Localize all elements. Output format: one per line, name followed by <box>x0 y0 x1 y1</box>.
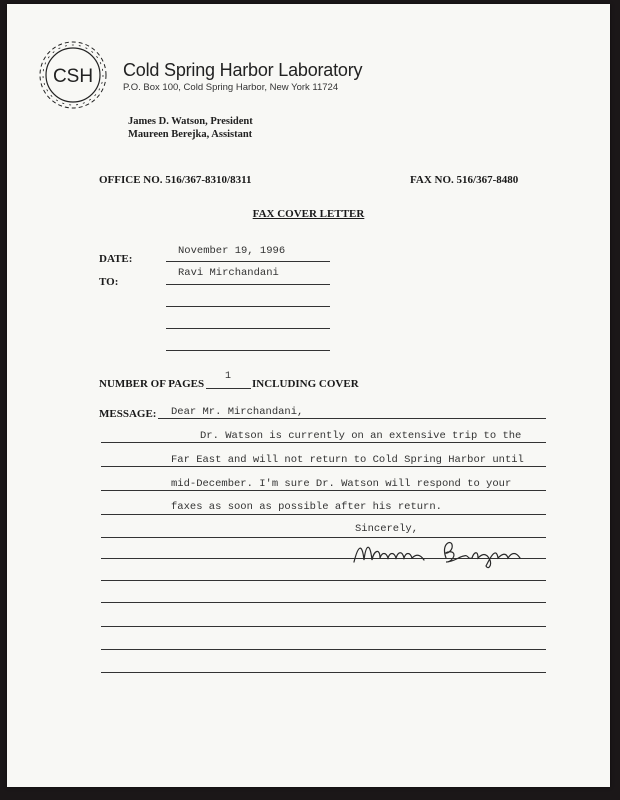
fax-number: FAX NO. 516/367-8480 <box>410 174 519 186</box>
message-rule <box>101 466 546 467</box>
message-rule <box>101 602 546 603</box>
to-value: Ravi Mirchandani <box>178 267 279 279</box>
message-rule <box>101 490 546 491</box>
to-line <box>166 284 330 285</box>
pages-line <box>206 388 251 389</box>
csh-logo <box>35 37 111 113</box>
message-label: MESSAGE: <box>99 408 157 420</box>
logo-text: CSH <box>52 66 94 87</box>
message-salutation: Dear Mr. Mirchandani, <box>171 406 304 418</box>
organization-name: Cold Spring Harbor Laboratory <box>123 60 363 80</box>
message-line-2: Far East and will not return to Cold Spring Harbor until <box>171 454 524 466</box>
pages-label: NUMBER OF PAGES <box>99 378 205 390</box>
to-label: TO: <box>99 276 119 288</box>
message-rule <box>158 418 546 419</box>
office-number: OFFICE NO. 516/367-8310/8311 <box>99 174 252 186</box>
pages-value: 1 <box>225 371 232 382</box>
date-line <box>166 261 330 262</box>
organization-address: P.O. Box 100, Cold Spring Harbor, New York 11724 <box>123 82 339 93</box>
message-rule <box>101 514 546 515</box>
date-label: DATE: <box>99 253 133 265</box>
message-line-3: mid-December. I'm sure Dr. Watson will respond to your <box>171 478 512 490</box>
message-rule <box>101 672 546 673</box>
message-rule <box>101 580 546 581</box>
form-title: FAX COVER LETTER <box>252 208 365 220</box>
message-rule <box>101 649 546 650</box>
to-line-3 <box>166 328 330 329</box>
message-rule <box>101 626 546 627</box>
handwritten-signature <box>350 536 550 572</box>
to-line-2 <box>166 306 330 307</box>
fax-cover-sheet <box>7 4 610 787</box>
pages-suffix: INCLUDING COVER <box>252 378 359 390</box>
to-line-4 <box>166 350 330 351</box>
message-line-4: faxes as soon as possible after his return. <box>171 501 442 513</box>
date-value: November 19, 1996 <box>178 245 286 257</box>
assistant-name: Maureen Berejka, Assistant <box>128 129 253 140</box>
closing: Sincerely, <box>355 523 419 535</box>
message-line-1: Dr. Watson is currently on an extensive trip to the <box>200 430 522 442</box>
message-rule <box>101 442 546 443</box>
president-name: James D. Watson, President <box>128 116 253 127</box>
